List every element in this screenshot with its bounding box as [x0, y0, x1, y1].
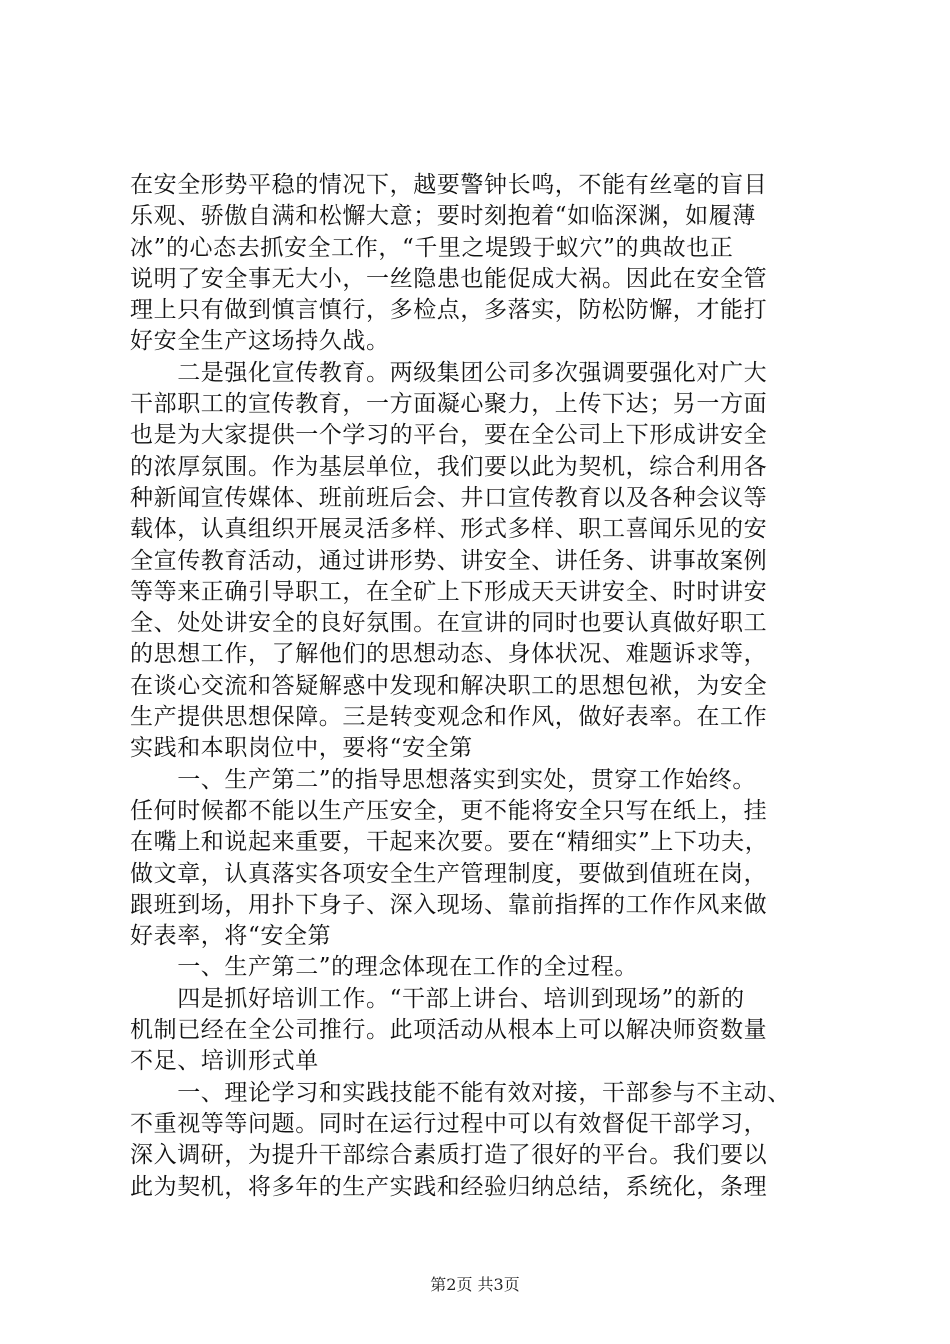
text-line: 的浓厚氛围。作为基层单位，我们要以此为契机，综合利用各: [130, 453, 768, 480]
text-line: 也是为大家提供一个学习的平台，要在全公司上下形成讲安全: [130, 422, 768, 449]
text-line: 一、生产第二”的指导思想落实到实处，贯穿工作始终。: [130, 766, 756, 793]
text-line: 干部职工的宣传教育，一方面凝心聚力，上传下达；另一方面: [130, 391, 768, 418]
text-line: 在嘴上和说起来重要，干起来次要。要在“精细实”上下功夫，: [130, 829, 769, 856]
text-line: 的思想工作，了解他们的思想动态、身体状况、难题诉求等，: [130, 641, 768, 668]
text-line: 不重视等等问题。同时在运行过程中可以有效督促干部学习，: [130, 1110, 768, 1137]
text-line: 跟班到场，用扑下身子、深入现场、靠前指挥的工作作风来做: [130, 891, 768, 918]
text-line: 深入调研，为提升干部综合素质打造了很好的平台。我们要以: [130, 1142, 768, 1169]
text-line: 机制已经在全公司推行。此项活动从根本上可以解决师资数量: [130, 1017, 768, 1044]
text-line: 说明了安全事无大小，一丝隐患也能促成大祸。因此在安全管: [130, 265, 768, 292]
text-line: 好表率，将“安全第: [130, 923, 332, 950]
text-line: 好安全生产这场持久战。: [130, 328, 390, 355]
text-line: 载体，认真组织开展灵活多样、形式多样、职工喜闻乐见的安: [130, 516, 768, 543]
text-line: 理上只有做到慎言慎行，多检点，多落实，防松防懈，才能打: [130, 297, 768, 324]
text-line: 冰”的心态去抓安全工作，“千里之堤毁于蚁穴”的典故也正: [130, 234, 734, 261]
text-line: 等等来正确引导职工，在全矿上下形成天天讲安全、时时讲安: [130, 578, 768, 605]
text-line: 做文章，认真落实各项安全生产管理制度，要做到值班在岗，: [130, 860, 768, 887]
text-line: 全、处处讲安全的良好氛围。在宣讲的同时也要认真做好职工: [130, 610, 768, 637]
text-line: 一、生产第二”的理念体现在工作的全过程。: [130, 954, 638, 981]
document-body: [130, 170, 830, 1203]
text-line: 实践和本职岗位中，要将“安全第: [130, 735, 473, 762]
text-line: 不足、培训形式单: [130, 1048, 319, 1075]
text-line: 生产提供思想保障。三是转变观念和作风，做好表率。在工作: [130, 704, 768, 731]
text-line: 在谈心交流和答疑解惑中发现和解决职工的思想包袱，为安全: [130, 672, 768, 699]
text-line: 四是抓好培训工作。“干部上讲台、培训到现场”的新的: [130, 985, 745, 1012]
text-line: 任何时候都不能以生产压安全，更不能将安全只写在纸上，挂: [130, 797, 768, 824]
page-footer: 第2页 共3页: [430, 1275, 520, 1294]
text-line: 在安全形势平稳的情况下，越要警钟长鸣，不能有丝毫的盲目: [130, 172, 768, 198]
text-line: 种新闻宣传媒体、班前班后会、井口宣传教育以及各种会议等: [130, 484, 768, 511]
text-line: 二是强化宣传教育。两级集团公司多次强调要强化对广大: [130, 359, 768, 386]
text-line: 全宣传教育活动，通过讲形势、讲安全、讲任务、讲事故案例: [130, 547, 768, 574]
text-line: 乐观、骄傲自满和松懈大意；要时刻抱着“如临深渊，如履薄: [130, 203, 756, 230]
text-line: 此为契机，将多年的生产实践和经验归纳总结，系统化，条理: [130, 1173, 768, 1200]
text-line: 一、理论学习和实践技能不能有效对接，干部参与不主动、: [130, 1079, 791, 1106]
